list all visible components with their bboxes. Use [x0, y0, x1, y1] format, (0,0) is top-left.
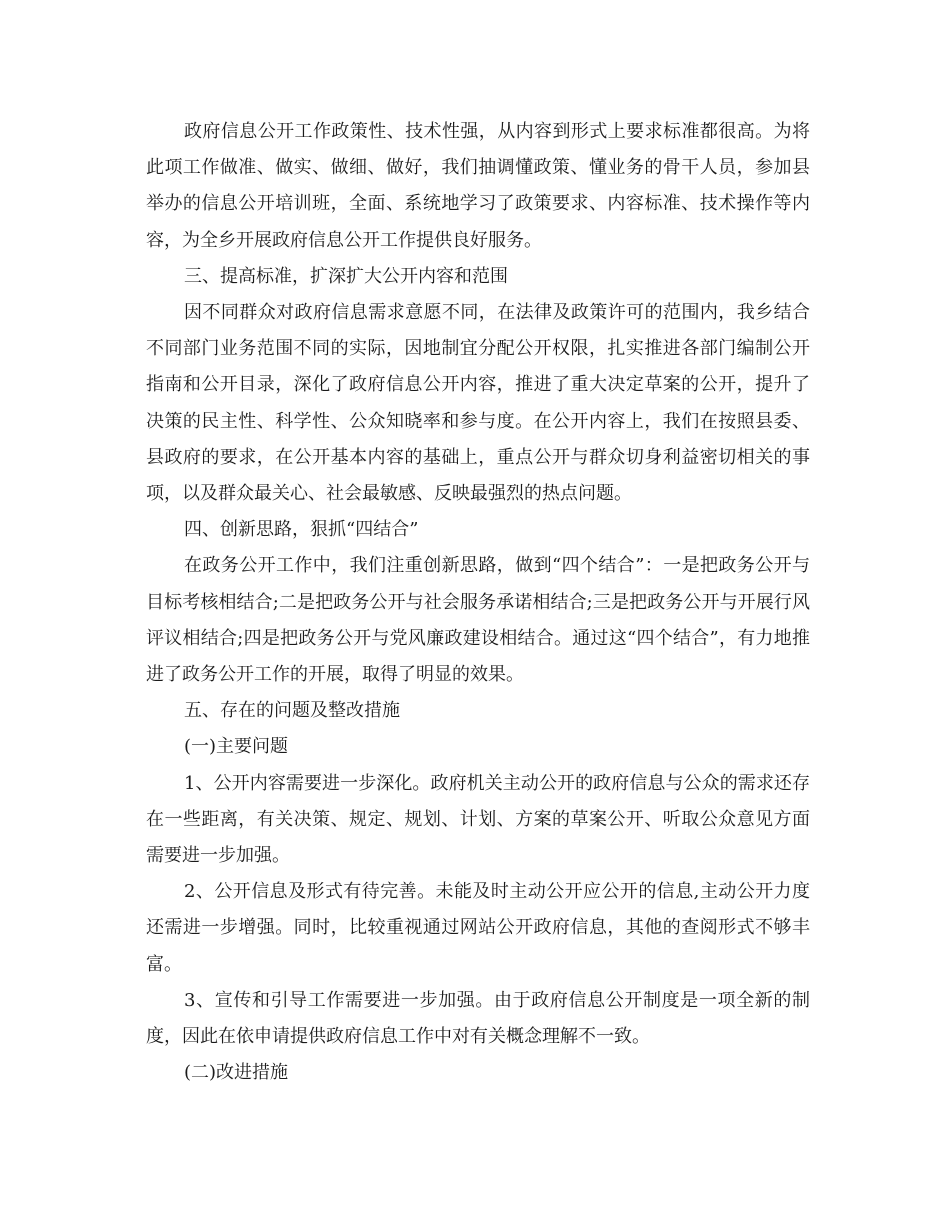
document-body: [146, 114, 810, 1091]
section-heading-4: 四、创新思路，狠抓“四结合”: [184, 519, 419, 541]
subheading-improvement-measures: (二)改进措施: [184, 1062, 289, 1084]
problem-item-1: 1、公开内容需要进一步深化。政府机关主动公开的政府信息与公众的需求还存在一些距离，有关决策、规定、规划、计划、方案的草案公开、听取公众意见方面需要进一步加强。: [146, 772, 810, 867]
problem-item-3: 3、宣传和引导工作需要进一步加强。由于政府信息公开制度是一项全新的制度，因此在依申请提供政府信息工作中对有关概念理解不一致。: [146, 989, 810, 1048]
section-heading-5: 五、存在的问题及整改措施: [184, 700, 400, 722]
subheading-main-problems: (一)主要问题: [184, 736, 289, 758]
paragraph-training: 政府信息公开工作政策性、技术性强，从内容到形式上要求标准都很高。为将此项工作做准、做实、做细、做好，我们抽调懂政策、懂业务的骨干人员，参加县举办的信息公开培训班，全面、系统地学习了政策要求、内容标准、技术操作等内容，为全乡开展政府信息公开工作提供良好服务。: [146, 121, 810, 251]
paragraph-four-combinations: 在政务公开工作中，我们注重创新思路，做到“四个结合”：一是把政务公开与目标考核相结合;二是把政务公开与社会服务承诺相结合;三是把政务公开与开展行风评议相结合;四是把政务公开与党风廉政建设相结合。通过这“四个结合”，有力地推进了政务公开工作的开展，取得了明显的效果。: [146, 555, 810, 686]
paragraph-scope: 因不同群众对政府信息需求意愿不同，在法律及政策许可的范围内，我乡结合不同部门业务范围不同的实际，因地制宜分配公开权限，扎实推进各部门编制公开指南和公开目录，深化了政府信息公开内容，推进了重大决定草案的公开，提升了决策的民主性、科学性、公众知晓率和参与度。在公开内容上，我们在按照县委、县政府的要求，在公开基本内容的基础上，重点公开与群众切身利益密切相关的事项，以及群众最关心、社会最敏感、反映最强烈的热点问题。: [146, 302, 810, 505]
section-heading-3: 三、提高标准，扩深扩大公开内容和范围: [184, 265, 508, 287]
problem-item-2: 2、公开信息及形式有待完善。未能及时主动公开应公开的信息,主动公开力度还需进一步增强。同时，比较重视通过网站公开政府信息，其他的查阅形式不够丰富。: [146, 881, 810, 975]
